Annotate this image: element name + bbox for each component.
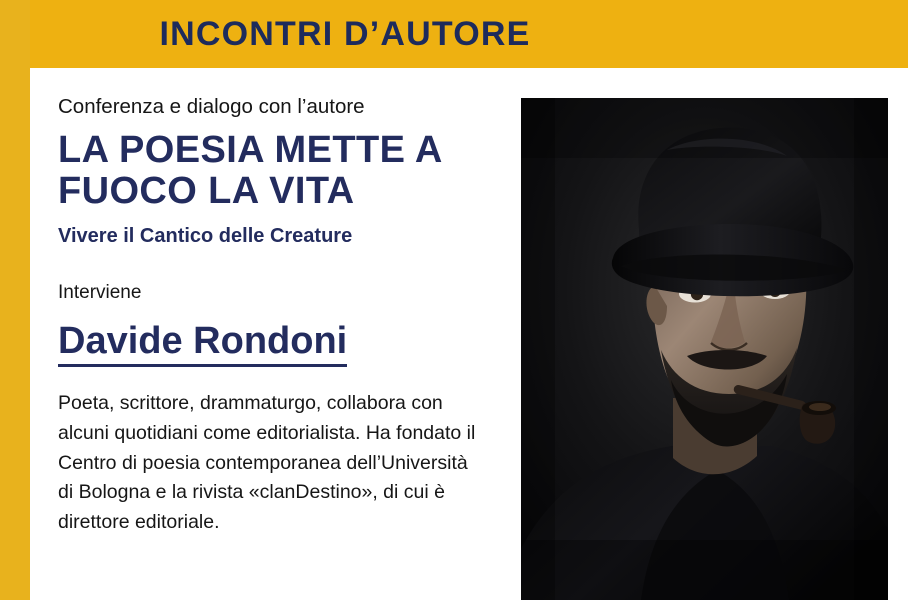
kicker-text: Conferenza e dialogo con l’autore <box>58 95 365 118</box>
portrait-photo-man-with-hat-and-pipe <box>521 98 888 600</box>
page-title: LA POESIA METTE A FUOCO LA VITA <box>58 128 442 212</box>
event-details <box>58 95 498 537</box>
page-subtitle: Vivere il Cantico delle Creature <box>58 224 353 247</box>
left-color-strip <box>0 0 30 600</box>
header-banner <box>30 0 908 68</box>
portrait-photo <box>521 98 888 600</box>
speaker-biography: Poeta, scrittore, drammaturgo, collabora con alcuni quotidiani come editorialista. Ha fondato il Centro di poesia contemporanea dell’Università di Bologna e la rivista «clanDestino», di cui è direttore editoriale. <box>58 392 476 533</box>
speaker-section-label: Interviene <box>58 281 142 303</box>
bottom-partial-text <box>58 580 488 600</box>
speaker-name: Davide Rondoni <box>58 322 347 367</box>
banner-title: INCONTRI D’AUTORE <box>159 15 531 53</box>
